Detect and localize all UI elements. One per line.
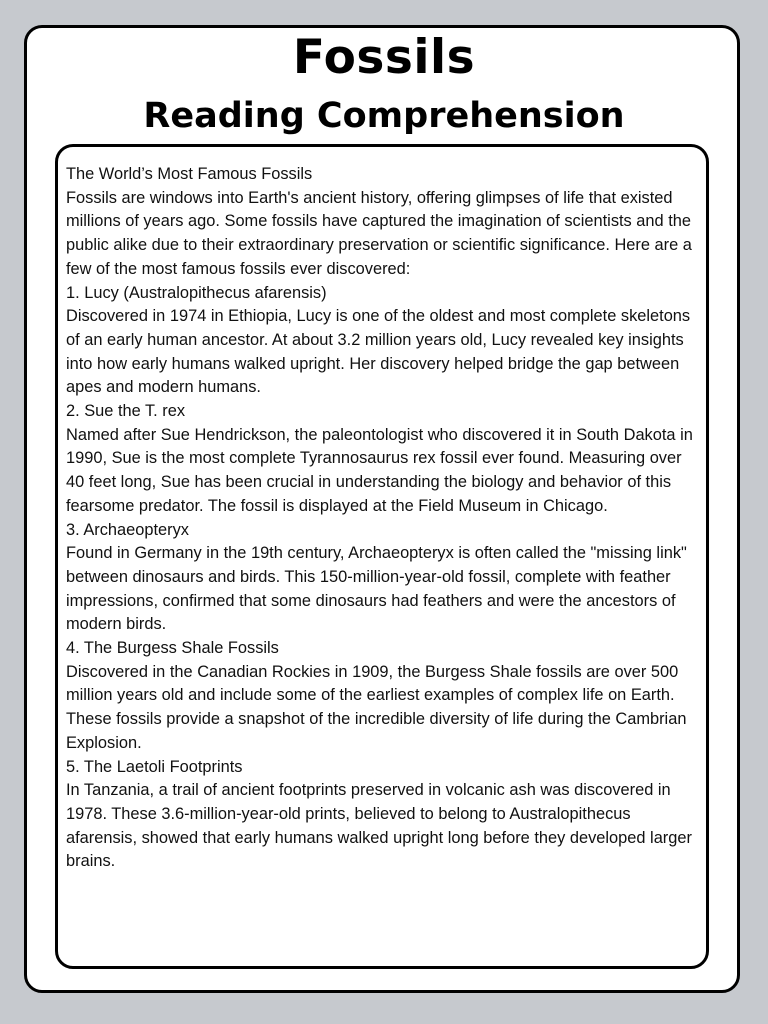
reading-passage [66,163,702,874]
section-body-archaeopteryx: Found in Germany in the 19th century, Archaeopteryx is often called the "missing link" between dinosaurs and birds. This 150-million-year-old fossil, complete with feather impressions, confirmed that some dinosaurs had feathers and were the ancestors of modern birds. [66,544,687,634]
section-heading-sue: 2. Sue the T. rex [66,402,186,421]
article-heading: The World’s Most Famous Fossils [66,165,313,183]
section-body-laetoli: In Tanzania, a trail of ancient footprints preserved in volcanic ash was discovered in 1978. These 3.6-million-year-old prints, believed to belong to Australopithecus afarensis, showed that early humans walked upright long before they developed larger brains. [66,781,692,871]
article-intro: Fossils are windows into Earth's ancient history, offering glimpses of life that existed millions of years ago. Some fossils have captured the imagination of scientists and the public alike due to their extraordinary preservation or scientific significance. Here are a few of the most famous fossils ever discovered: [66,188,692,278]
section-heading-lucy: 1. Lucy (Australopithecus afarensis) [66,283,327,302]
section-heading-laetoli: 5. The Laetoli Footprints [66,757,243,776]
section-body-sue: Named after Sue Hendrickson, the paleontologist who discovered it in South Dakota in 1990, Sue is the most complete Tyrannosaurus rex fossil ever found. Measuring over 40 feet long, Sue has been crucial in understanding the biology and behavior of this fearsome predator. The fossil is displayed at the Field Museum in Chicago. [66,425,693,515]
section-body-burgess-shale: Discovered in the Canadian Rockies in 1909, the Burgess Shale fossils are over 500 million years old and include some of the earliest examples of complex life on Earth. These fossils provide a snapshot of the incredible diversity of life during the Cambrian Explosion. [66,662,687,752]
section-heading-archaeopteryx: 3. Archaeopteryx [66,520,190,539]
page-subtitle: Reading Comprehension [143,96,625,136]
section-heading-burgess-shale: 4. The Burgess Shale Fossils [66,639,279,658]
section-body-lucy: Discovered in 1974 in Ethiopia, Lucy is one of the oldest and most complete skeletons of an early human ancestor. At about 3.2 million years old, Lucy revealed key insights into how early humans walked upright. Her discovery helped bridge the gap between apes and modern humans. [66,307,691,397]
page-title: Fossils [292,30,476,85]
